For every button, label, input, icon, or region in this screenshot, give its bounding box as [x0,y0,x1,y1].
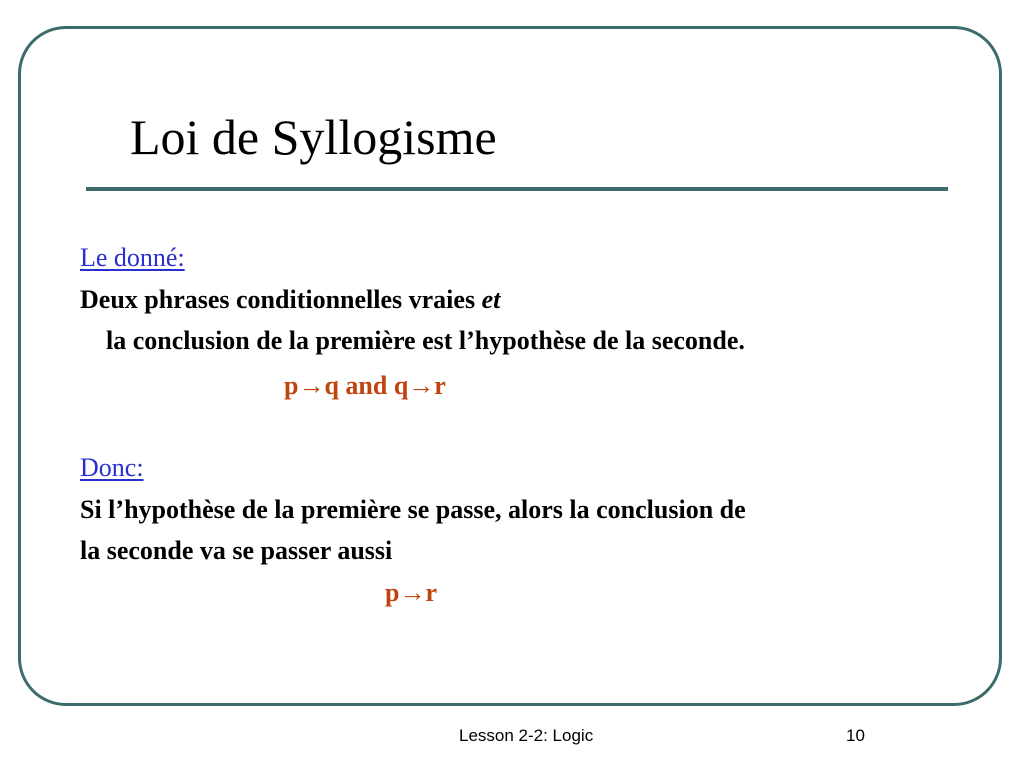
footer-lesson: Lesson 2-2: Logic [459,726,594,745]
therefore-line-1: Si l’hypothèse de la première se passe, alors la conclusion de [80,495,746,524]
given-line-1-text: Deux phrases conditionnelles vraies [80,285,482,314]
therefore-line-2: la seconde va se passer aussi [80,536,393,565]
given-line-1-italic: et [481,285,501,314]
slide-title: Loi de Syllogisme [130,109,497,165]
given-line-2: la conclusion de la première est l’hypothèse de la seconde. [106,326,745,355]
footer-page-number: 10 [846,726,865,745]
therefore-formula: p→r [385,578,437,607]
therefore-label[interactable]: Donc: [80,453,144,482]
title-divider [86,187,948,191]
given-line-1 [80,287,500,313]
given-formula: p→q and q→r [284,371,446,400]
given-label[interactable]: Le donné: [80,243,185,272]
